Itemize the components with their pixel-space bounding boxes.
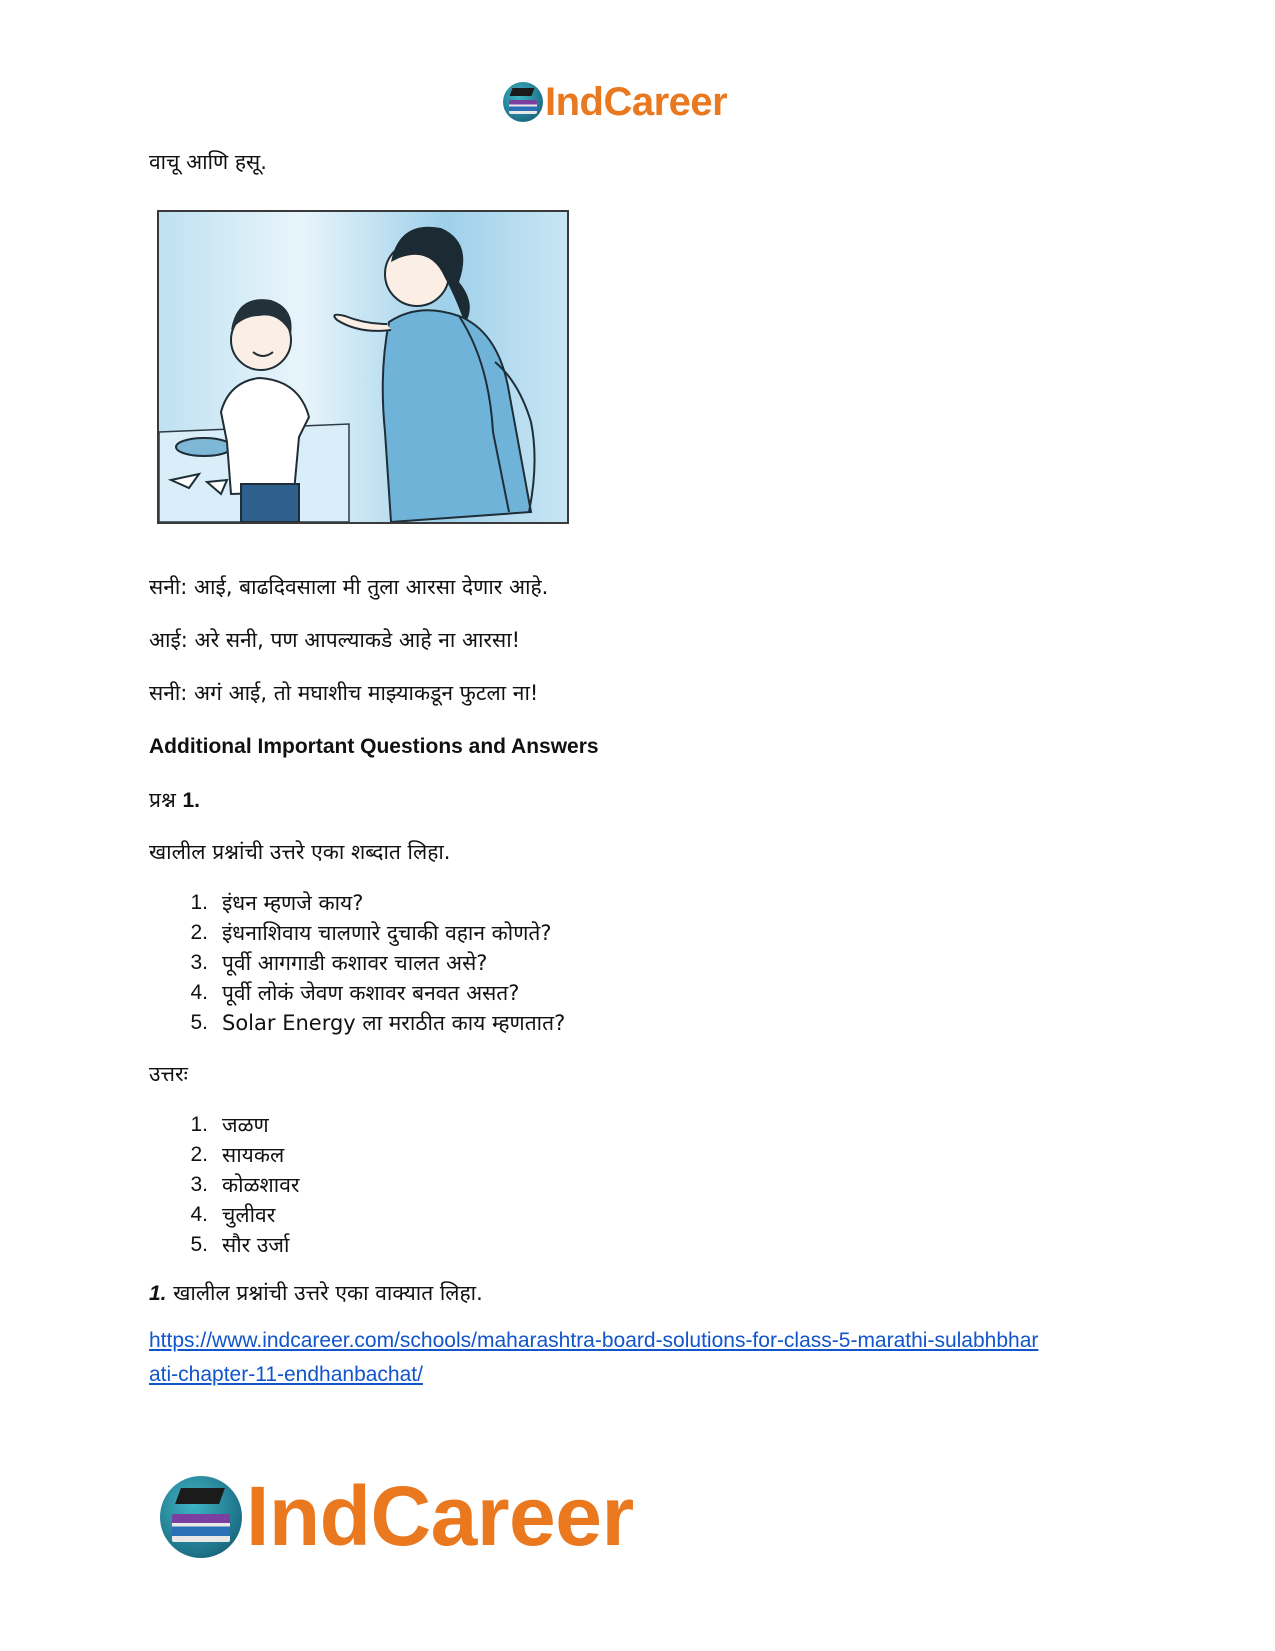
answer-label: उत्तरः [149, 1062, 188, 1086]
instruction-text: खालील प्रश्नांची उत्तरे एका वाक्यात लिहा. [173, 1281, 483, 1305]
instruction-one-sentence [149, 1279, 483, 1308]
list-item: 4. पूर्वी लोकं जेवण कशावर बनवत असत? [190, 981, 520, 1005]
header-logo [503, 80, 727, 124]
header-logo-text: IndCareer [545, 79, 728, 124]
instruction-one-word: खालील प्रश्नांची उत्तरे एका शब्दात लिहा. [149, 840, 451, 864]
question-list [149, 888, 565, 1038]
dialogue-line-1: सनी: आई, बाढदिवसाला मी तुला आरसा देणार आहे. [149, 575, 549, 599]
footer-logo [160, 1468, 634, 1565]
dialogue-line-3: सनी: अगं आई, तो मघाशीच माझ्याकडून फुटला ना! [149, 681, 539, 705]
question-heading [149, 786, 200, 815]
logo-emblem-icon [160, 1476, 242, 1558]
list-item: 1. इंधन म्हणजे काय? [190, 891, 364, 915]
list-item: 3. पूर्वी आगगाडी कशावर चालत असे? [190, 951, 488, 975]
list-item: 2. इंधनाशिवाय चालणारे दुचाकी वहान कोणते? [190, 921, 552, 945]
answer-list [149, 1110, 300, 1260]
section-title: Additional Important Questions and Answers [149, 735, 599, 758]
list-item: 5. Solar Energy ला मराठीत काय म्हणतात? [190, 1011, 566, 1035]
instruction-number: 1. [149, 1282, 167, 1305]
logo-emblem-icon [503, 82, 543, 122]
source-link-line-2[interactable]: ati-chapter-11-endhanbachat/ [149, 1363, 423, 1386]
question-label: प्रश्न [149, 788, 176, 812]
list-item: 1. जळण [190, 1113, 269, 1137]
list-item: 5. सौर उर्जा [190, 1233, 290, 1257]
dialogue-line-2: आई: अरे सनी, पण आपल्याकडे आहे ना आरसा! [149, 628, 521, 652]
question-number: 1. [182, 789, 200, 812]
page-heading: वाचू आणि हसू. [149, 150, 267, 174]
mother-son-illustration [157, 210, 569, 524]
list-item: 2. सायकल [190, 1143, 285, 1167]
list-item: 3. कोळशावर [190, 1173, 300, 1197]
list-item: 4. चुलीवर [190, 1203, 276, 1227]
footer-logo-text: IndCareer [246, 1469, 634, 1563]
source-link-line-1[interactable]: https://www.indcareer.com/schools/maharashtra-board-solutions-for-class-5-marathi-sulabhbhar [149, 1329, 1039, 1352]
